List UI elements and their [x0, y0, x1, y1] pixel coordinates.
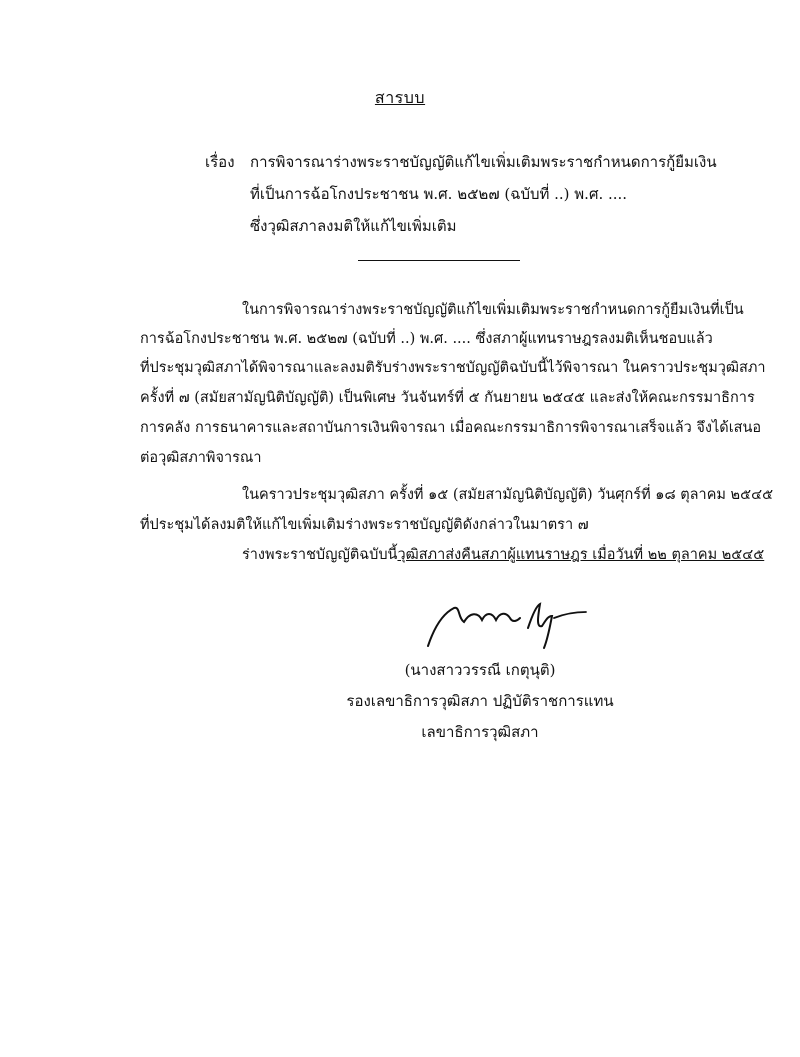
body-line-6: ต่อวุฒิสภาพิจารณา [140, 450, 262, 466]
signatory-name: (นางสาววรรณี เกตุนุติ) [404, 661, 556, 679]
subject-line-1: การพิจารณาร่างพระราชบัญญัติแก้ไขเพิ่มเติมพระราชกำหนดการกู้ยืมเงิน [250, 153, 717, 171]
body-line-2: การฉ้อโกงประชาชน พ.ศ. ๒๕๒๗ (ฉบับที่ ..) พ.ศ. .... ซึ่งสภาผู้แทนราษฎรลงมติเห็นชอบแล้ว [140, 331, 713, 347]
subject-line-2: ที่เป็นการฉ้อโกงประชาชน พ.ศ. ๒๕๒๗ (ฉบับที่ ..) พ.ศ. .... [250, 185, 628, 203]
handwritten-signature [420, 598, 590, 653]
signatory-office: เลขาธิการวุฒิสภา [421, 723, 539, 741]
body-line-7: ในคราวประชุมวุฒิสภา ครั้งที่ ๑๕ (สมัยสามัญนิติบัญญัติ) วันศุกร์ที่ ๑๘ ตุลาคม ๒๕๔๕ [242, 487, 774, 503]
body-line-3: ที่ประชุมวุฒิสภาได้พิจารณาและลงมติรับร่างพระราชบัญญัติฉบับนี้ไว้พิจารณา ในคราวประชุมวุฒิสภา [140, 360, 766, 376]
body-line-8: ที่ประชุมได้ลงมติให้แก้ไขเพิ่มเติมร่างพระราชบัญญัติดังกล่าวในมาตรา ๗ [140, 517, 589, 533]
subject-label: เรื่อง [205, 153, 235, 171]
document-title: สารบบ [374, 88, 426, 107]
last-line-plain: ร่างพระราชบัญญัติฉบับนี้ [242, 547, 398, 563]
body-line-9 [242, 543, 764, 566]
body-line-1: ในการพิจารณาร่างพระราชบัญญัติแก้ไขเพิ่มเติมพระราชกำหนดการกู้ยืมเงินที่เป็น [242, 302, 744, 318]
signatory-position: รองเลขาธิการวุฒิสภา ปฏิบัติราชการแทน [346, 692, 614, 710]
body-line-4: ครั้งที่ ๗ (สมัยสามัญนิติบัญญัติ) เป็นพิเศษ วันจันทร์ที่ ๕ กันยายน ๒๕๔๕ และส่งให้คณะกรรมาธิการ [140, 390, 755, 406]
subject-line-3: ซึ่งวุฒิสภาลงมติให้แก้ไขเพิ่มเติม [250, 217, 457, 235]
body-line-5: การคลัง การธนาคารและสถาบันการเงินพิจารณา เมื่อคณะกรรมาธิการพิจารณาเสร็จแล้ว จึงได้เสนอ [140, 420, 762, 436]
last-line-underlined: วุฒิสภาส่งคืนสภาผู้แทนราษฎร เมื่อวันที่ ๒๒ ตุลาคม ๒๕๔๕ [397, 547, 765, 563]
separator-rule [358, 260, 520, 261]
